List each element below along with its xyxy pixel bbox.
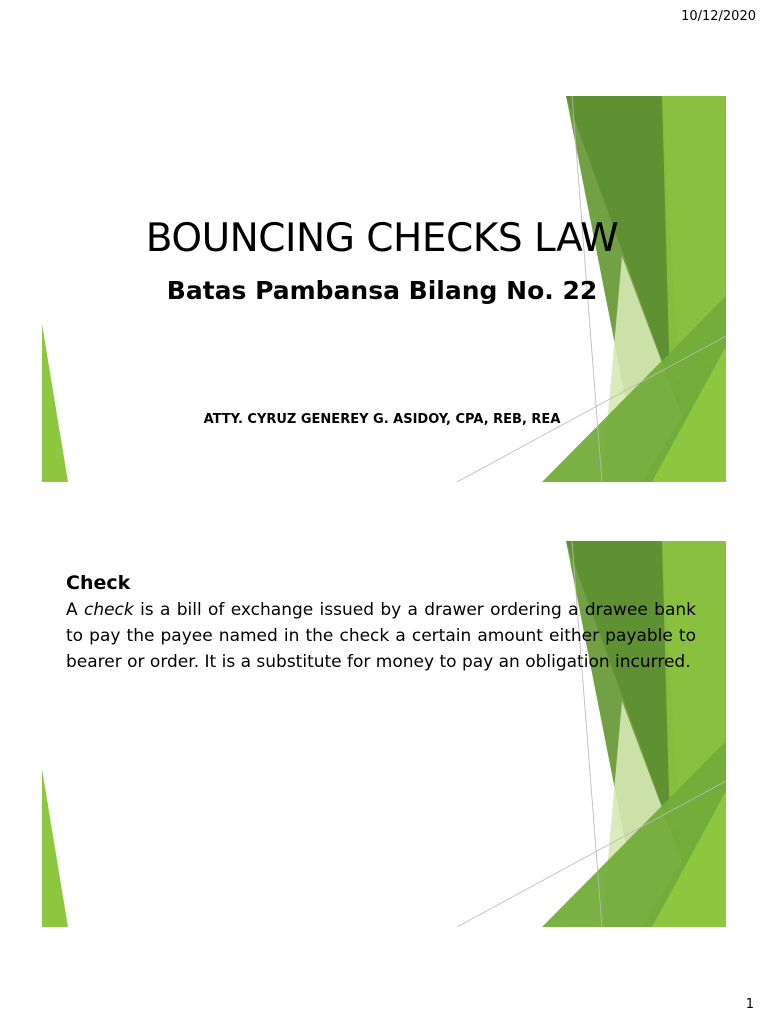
slide-body-text — [66, 597, 696, 675]
slide-title — [42, 96, 726, 482]
slide-subtitle: Batas Pambansa Bilang No. 22 — [166, 276, 598, 305]
slide-author: ATTY. CYRUZ GENEREY G. ASIDOY, CPA, REB, REA — [203, 412, 561, 427]
body-rest: is a bill of exchange issued by a drawer ordering a drawee bank to pay the payee named in the check a certain amount either payable to bearer or order. It is a substitute for money to pay an obligation incurred. — [66, 600, 696, 672]
left-green-triangle — [42, 769, 68, 927]
body-prefix: A — [66, 600, 84, 620]
left-green-triangle — [42, 324, 68, 482]
page-number: 1 — [745, 997, 754, 1012]
slide-title-text: BOUNCING CHECKS LAW — [145, 216, 619, 261]
body-emphasis: check — [83, 600, 134, 620]
slide-check-definition — [42, 541, 726, 927]
slide-heading: Check — [66, 572, 131, 594]
page-date: 10/12/2020 — [681, 9, 756, 24]
